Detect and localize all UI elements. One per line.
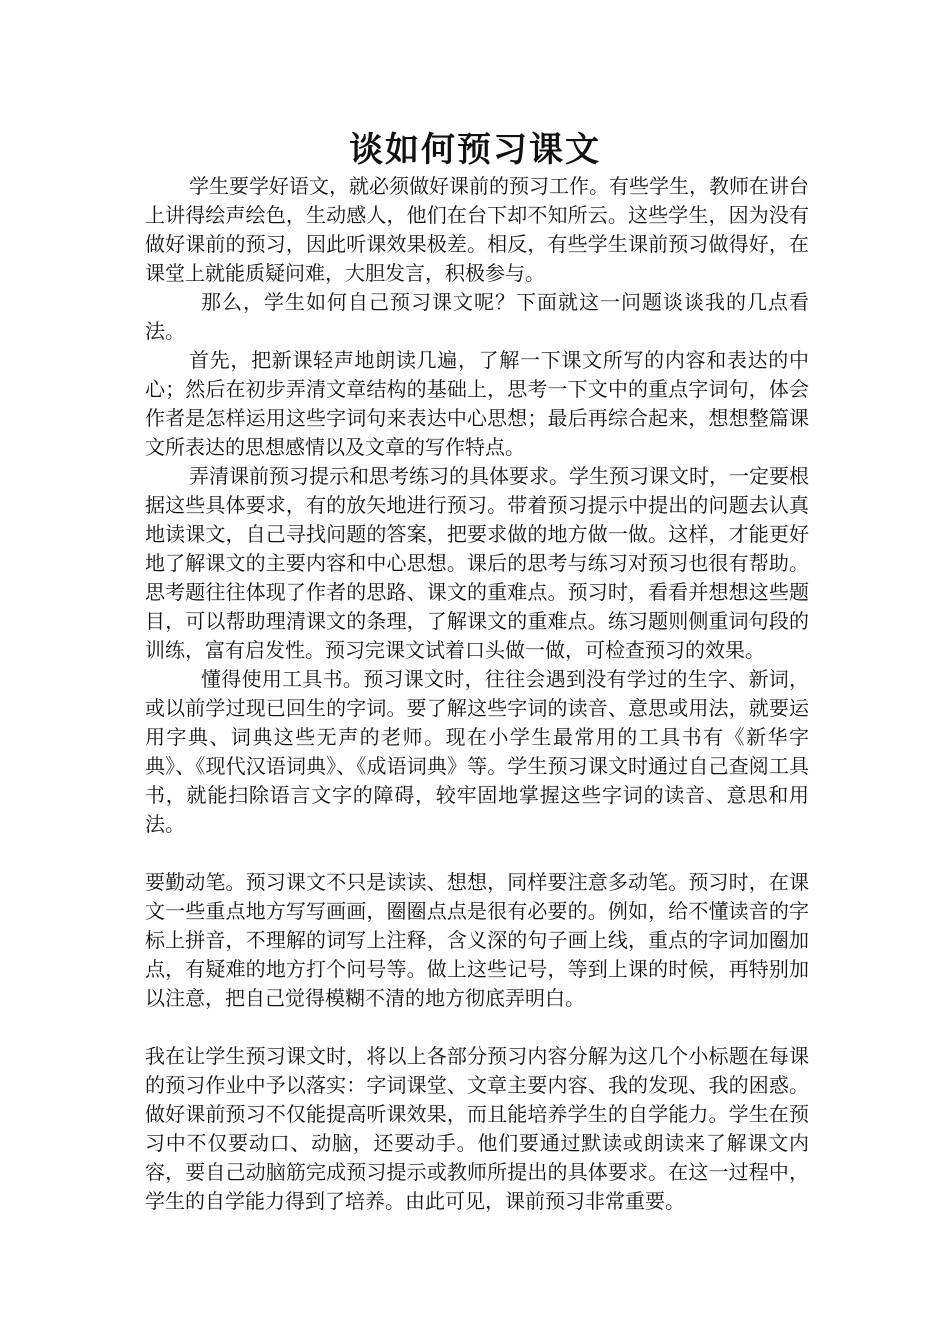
document-body bbox=[145, 172, 809, 1216]
paragraph-preview-tips: 弄清课前预习提示和思考练习的具体要求。学生预习课文时，一定要根据这些具体要求，有的放矢地进行预习。带着预习提示中提出的问题去认真地读课文，自己寻找问题的答案，把要求做的地方做一做。这样，才能更好地了解课文的主要内容和中心思想。课后的思考与练习对预习也很有帮助。思考题往往体现了作者的思路、课文的重难点。预习时，看看并想想这些题目，可以帮助理清课文的条理，了解课文的重难点。练习题则侧重词句段的训练，富有启发性。预习完课文试着口头做一做，可检查预习的效果。 bbox=[145, 464, 809, 662]
paragraph-spacer bbox=[145, 1013, 809, 1042]
paragraph-question: 那么，学生如何自己预习课文呢？下面就这一问题谈谈我的几点看法。 bbox=[145, 290, 809, 343]
paragraph-conclusion: 我在让学生预习课文时，将以上各部分预习内容分解为这几个小标题在每课的预习作业中予以落实：字词课堂、文章主要内容、我的发现、我的困惑。做好课前预习不仅能提高听课效果，而且能培养学生的自学能力。学生在预习中不仅要动口、动脑，还要动手。他们要通过默读或朗读来了解课文内容，要自己动脑筋完成预习提示或教师所提出的具体要求。在这一过程中，学生的自学能力得到了培养。由此可见，课前预习非常重要。 bbox=[145, 1044, 809, 1213]
paragraph-spacer bbox=[145, 839, 809, 868]
paragraph-first-step: 首先，把新课轻声地朗读几遍，了解一下课文所写的内容和表达的中心；然后在初步弄清文章结构的基础上，思考一下文中的重点字词句，体会作者是怎样运用这些字词句来表达中心思想；最后再综合起来，想想整篇课文所表达的思想感情以及文章的写作特点。 bbox=[145, 348, 809, 459]
paragraph-use-pen: 要勤动笔。预习课文不只是读读、想想，同样要注意多动笔。预习时，在课文一些重点地方写写画画，圈圈点点是很有必要的。例如，给不懂读音的字标上拼音，不理解的词写上注释，含义深的句子画上线，重点的字词加圈加点，有疑难的地方打个问号等。做上这些记号，等到上课的时候，再特别加以注意，把自己觉得模糊不清的地方彻底弄明白。 bbox=[145, 870, 809, 1010]
paragraph-reference-books: 懂得使用工具书。预习课文时，往往会遇到没有学过的生字、新词，或以前学过现已回生的字词。要了解这些字词的读音、意思或用法，就要运用字典、词典这些无声的老师。现在小学生最常用的工具书有《新华字典》、《现代汉语词典》、《成语词典》等。学生预习课文时通过自己查阅工具书，就能扫除语言文字的障碍，较牢固地掌握这些字词的读音、意思和用法。 bbox=[145, 667, 809, 836]
document-title: 谈如何预习课文 bbox=[349, 130, 601, 170]
paragraph-intro: 学生要学好语文，就必须做好课前的预习工作。有些学生，教师在讲台上讲得绘声绘色，生动感人，他们在台下却不知所云。这些学生，因为没有做好课前的预习，因此听课效果极差。相反，有些学生课前预习做得好，在课堂上就能质疑问难，大胆发言，积极参与。 bbox=[145, 174, 809, 285]
